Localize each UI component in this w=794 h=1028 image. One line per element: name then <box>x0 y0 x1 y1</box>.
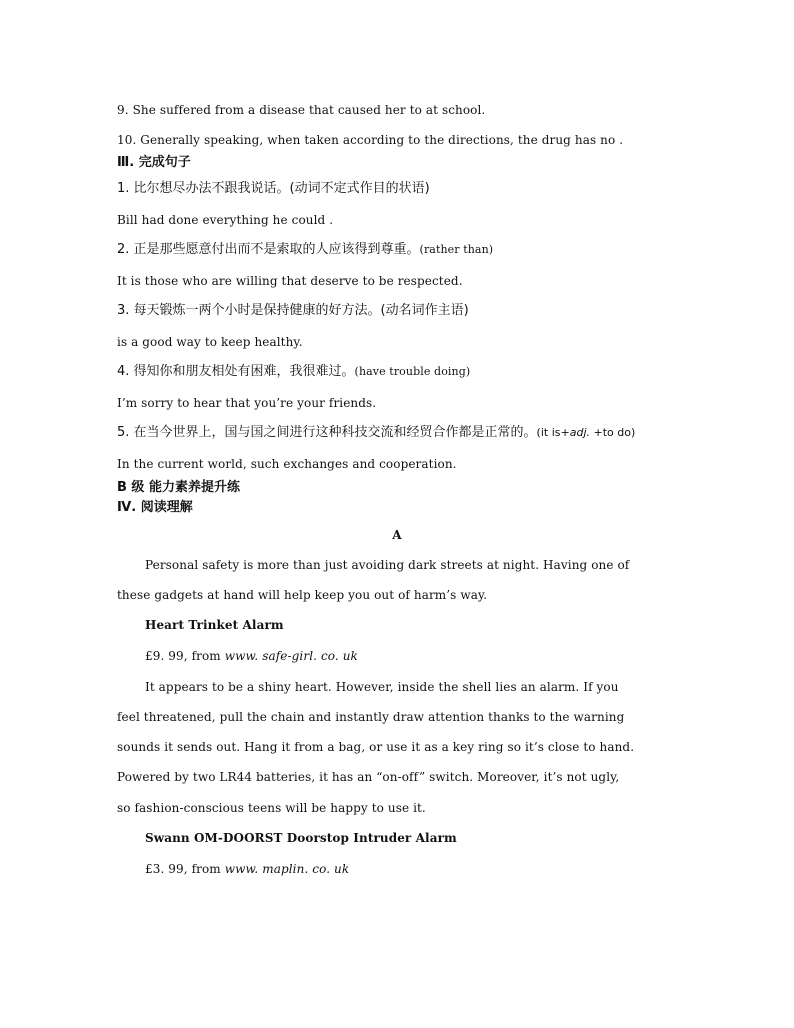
sentence-1-cn: 1. 比尔想尽办法不跟我说话。 <box>117 181 290 196</box>
product-2-name: Swann OM-DOORST Doorstop Intruder Alarm <box>145 831 457 845</box>
sentence-3-prompt <box>117 303 469 319</box>
sentence-5-cn: 5. 在当今世界上，国与国之间进行这种科技交流和经贸合作都是正常的。 <box>117 425 537 440</box>
sentence-2-prompt <box>117 242 493 258</box>
intro-line-2: these gadgets at hand will help keep you out of harm’s way. <box>117 588 488 602</box>
sentence-4-cn: 4. 得知你和朋友相处有困难，我很难过。 <box>117 364 355 379</box>
sentence-5-hint-adj: adj. <box>569 426 590 439</box>
sentence-5-hint-pre: (it is+ <box>536 426 570 439</box>
sentence-2-cn: 2. 正是那些愿意付出而不是索取的人应该得到尊重。 <box>117 242 420 257</box>
sentence-5-answer: In the current world, such exchanges and cooperation. <box>117 457 457 471</box>
product-1-desc-2: feel threatened, pull the chain and instantly draw attention thanks to the warning <box>117 710 625 724</box>
product-1-price: £9. 99, from <box>145 649 225 663</box>
sentence-5-prompt <box>117 425 635 441</box>
sentence-3-answer: is a good way to keep healthy. <box>117 335 303 349</box>
sentence-4-hint: (have trouble doing) <box>354 365 471 378</box>
sentence-2-hint: (rather than) <box>419 243 494 256</box>
product-1-desc-3: sounds it sends out. Hang it from a bag, or use it as a key ring so it’s close to hand. <box>117 740 635 754</box>
sentence-3-cn: 3. 每天锻炼一两个小时是保持健康的好方法。 <box>117 303 381 318</box>
question-10: 10. Generally speaking, when taken according to the directions, the drug has no . <box>117 133 624 147</box>
product-1-desc-5: so fashion-conscious teens will be happy to use it. <box>117 801 426 815</box>
product-2-price: £3. 99, from <box>145 862 225 876</box>
product-2-price-line <box>145 861 349 877</box>
sentence-4-answer: I’m sorry to hear that you’re your friends. <box>117 396 377 410</box>
sentence-1-prompt <box>117 181 430 197</box>
sentence-5-hint-post: +to do) <box>590 426 636 439</box>
sentence-2-answer: It is those who are willing that deserve to be respected. <box>117 274 463 288</box>
question-9: 9. She suffered from a disease that caused her to at school. <box>117 103 486 117</box>
intro-line-1: Personal safety is more than just avoiding dark streets at night. Having one of <box>145 558 630 572</box>
sentence-3-hint: (动名词作主语) <box>380 303 469 318</box>
product-1-name: Heart Trinket Alarm <box>145 618 284 632</box>
passage-label: A <box>392 528 402 542</box>
section-3-heading: Ⅲ. 完成句子 <box>117 155 191 170</box>
sentence-1-answer: Bill had done everything he could . <box>117 213 334 227</box>
sentence-1-hint: (动词不定式作目的状语) <box>289 181 430 196</box>
level-b-heading: B 级 能力素养提升练 <box>117 480 240 495</box>
product-1-desc-1: It appears to be a shiny heart. However, inside the shell lies an alarm. If you <box>145 680 619 694</box>
section-4-heading: Ⅳ. 阅读理解 <box>117 500 193 515</box>
sentence-4-prompt <box>117 364 470 380</box>
product-1-price-line <box>145 648 358 664</box>
product-1-site: www. safe-girl. co. uk <box>224 649 358 663</box>
product-1-desc-4: Powered by two LR44 batteries, it has an “on-off” switch. Moreover, it’s not ugly, <box>117 770 620 784</box>
product-2-site: www. maplin. co. uk <box>224 862 350 876</box>
